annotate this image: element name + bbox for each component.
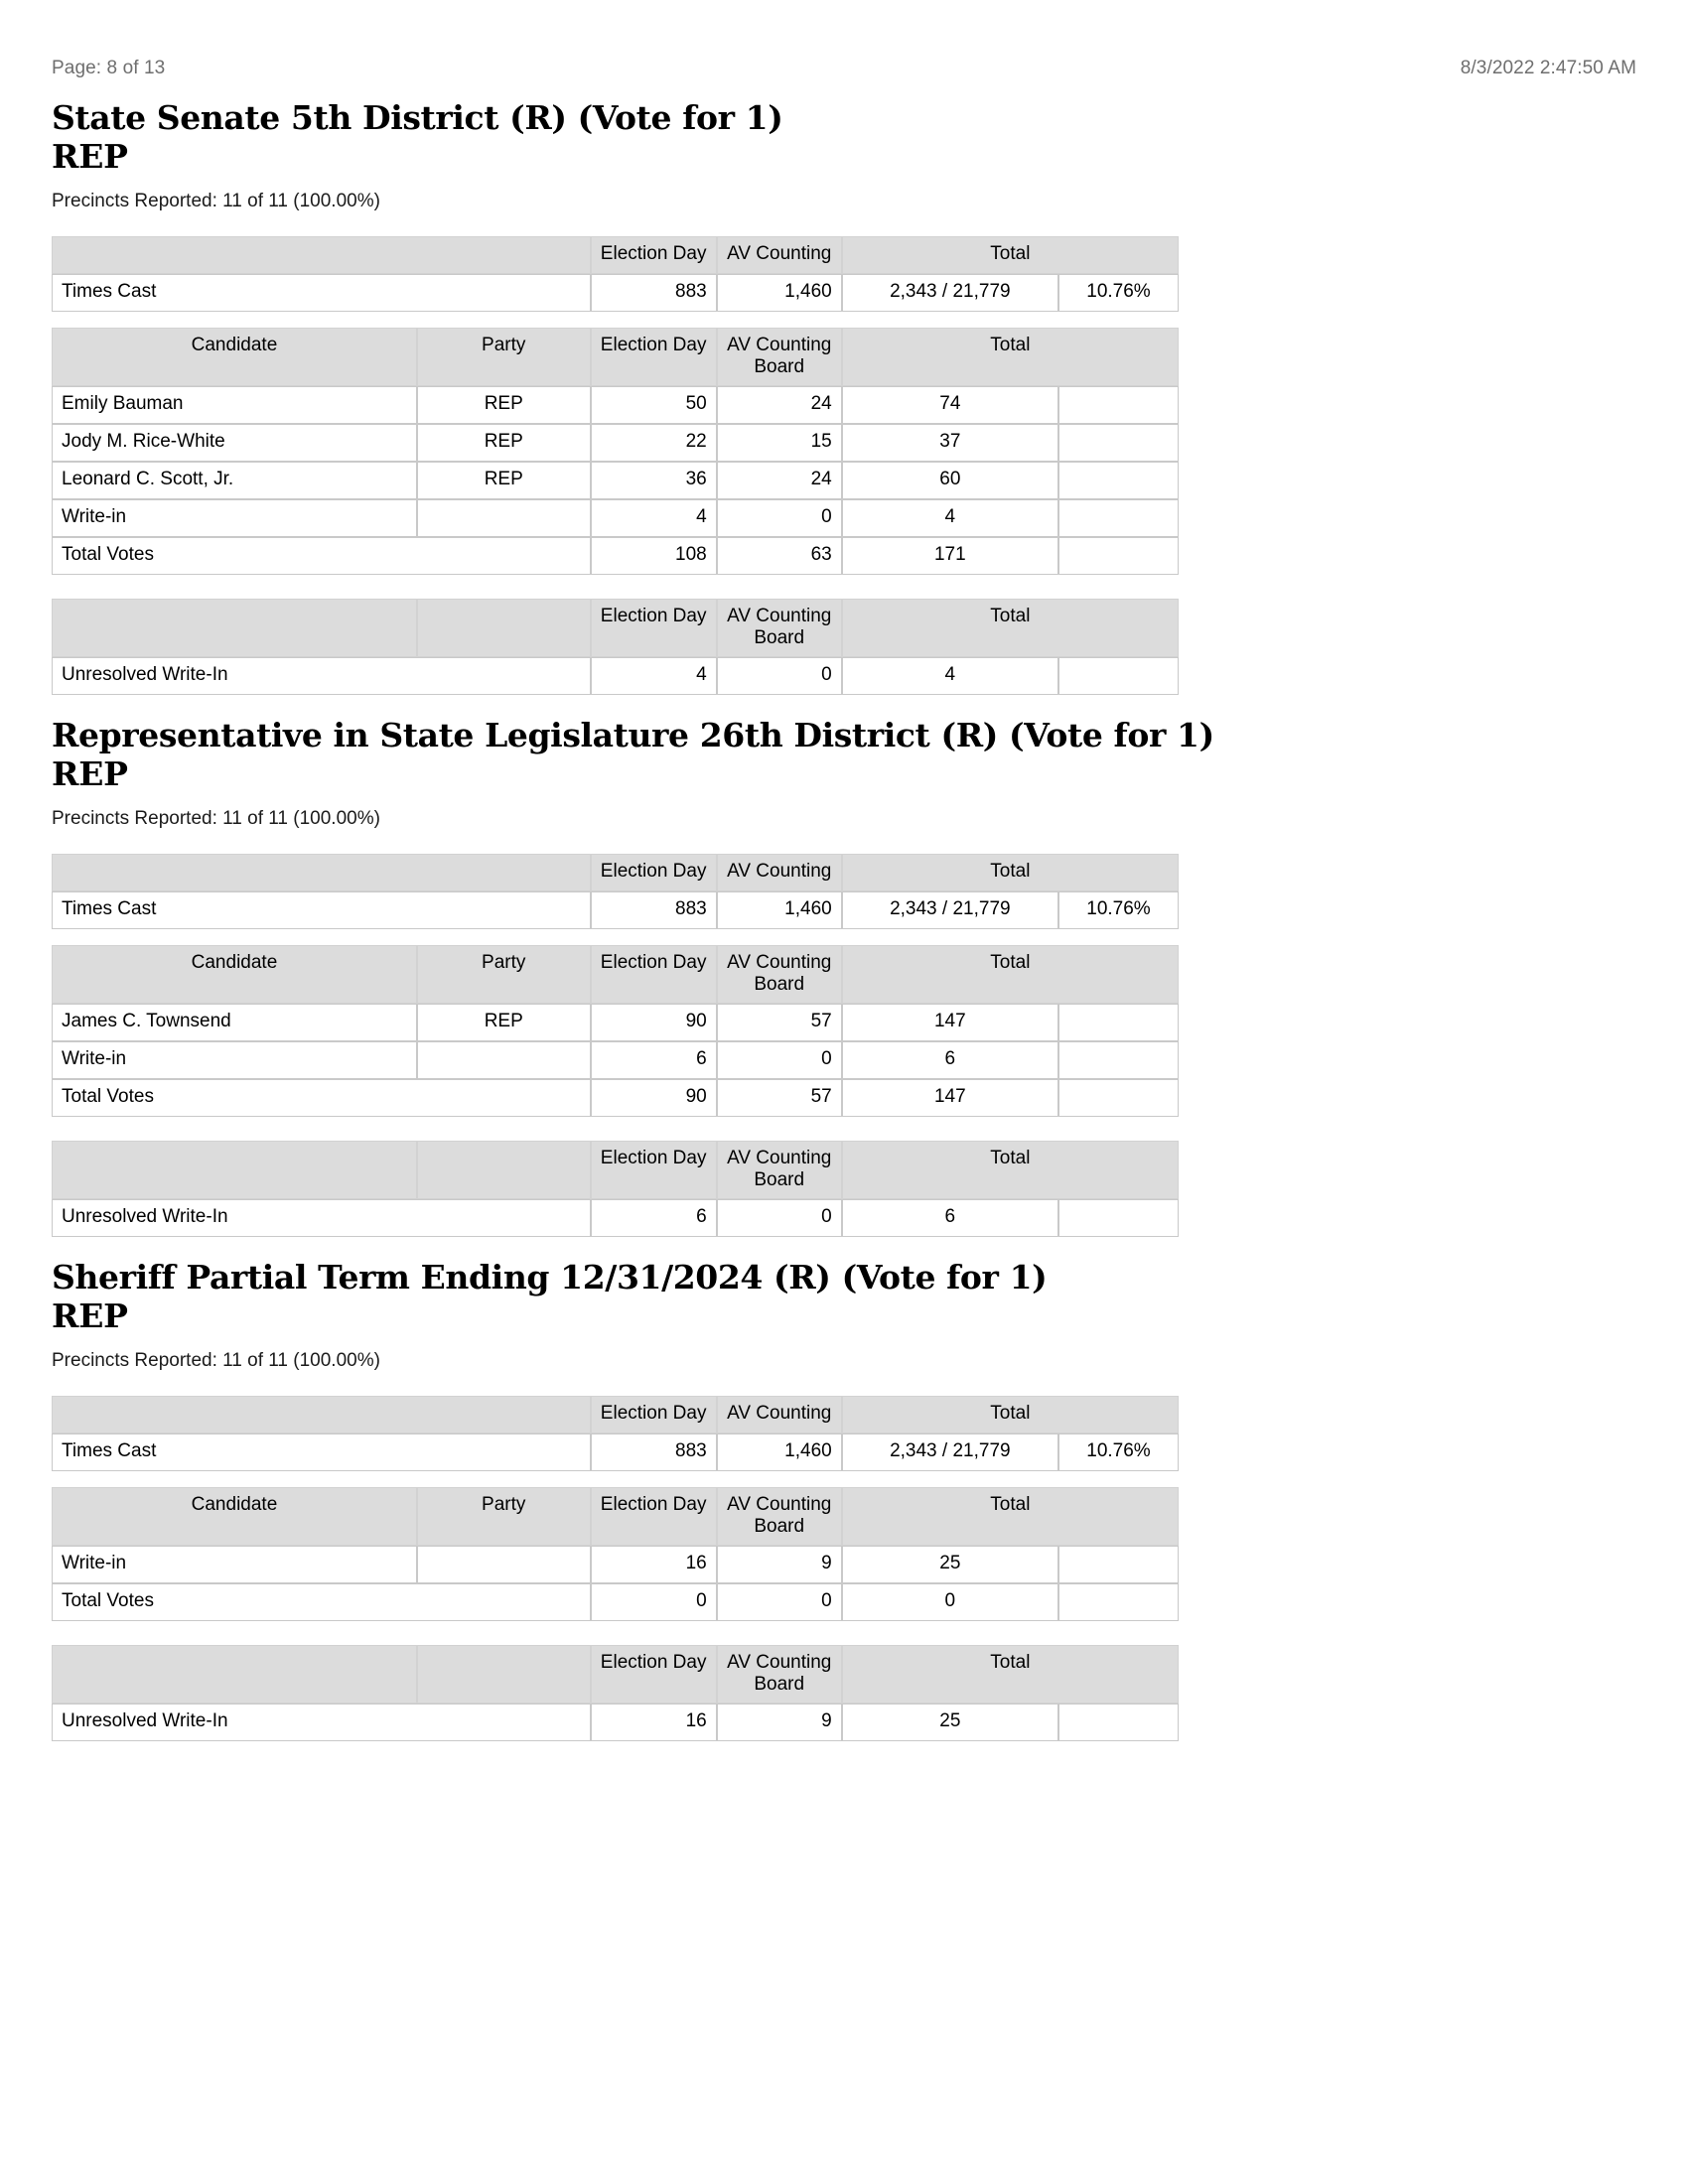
unresolved-total: 25 [842,1704,1058,1741]
candidate-total: 4 [842,499,1058,537]
candidate-av-counting: 24 [717,386,842,424]
candidate-percent [1058,499,1179,537]
candidate-av-counting: 15 [717,424,842,462]
candidate-percent [1058,1041,1179,1079]
candidate-name: Write-in [52,1546,417,1583]
table-row [52,1704,1179,1741]
spacer [52,1117,1233,1141]
header-av-counting: AV Counting [717,236,842,274]
page-running-header [52,58,1648,79]
precincts-reported: Precincts Reported: 11 of 11 (100.00%) [52,190,380,211]
spacer [52,212,1233,236]
times-cast-percent: 10.76% [1058,1433,1179,1471]
candidate-party: REP [417,1004,591,1041]
header-total: Total [842,1645,1179,1704]
header-election-day: Election Day [591,854,717,891]
header-election-day: Election Day [591,1487,717,1546]
candidate-total: 37 [842,424,1058,462]
header-av-counting-board: AV Counting Board [717,1487,842,1546]
header-election-day: Election Day [591,1396,717,1433]
candidate-election-day: 36 [591,462,717,499]
table-header-row [52,854,1179,891]
candidate-av-counting: 0 [717,499,842,537]
candidate-name: Write-in [52,499,417,537]
times-cast-av-counting: 1,460 [717,1433,842,1471]
header-blank [417,1141,591,1199]
table-row [52,537,1179,575]
table-header-row [52,599,1179,657]
header-election-day: Election Day [591,599,717,657]
header-candidate: Candidate [52,945,417,1004]
unresolved-av-counting: 0 [717,1199,842,1237]
table-header-row [52,236,1179,274]
table-row [52,274,1179,312]
unresolved-election-day: 4 [591,657,717,695]
header-election-day: Election Day [591,1645,717,1704]
header-av-counting-board: AV Counting Board [717,1645,842,1704]
total-votes-election-day: 0 [591,1583,717,1621]
spacer [52,1372,1233,1396]
page-number-label: Page: 8 of 13 [52,58,166,78]
header-total: Total [842,945,1179,1004]
candidate-results-table [52,328,1179,575]
times-cast-percent: 10.76% [1058,274,1179,312]
header-total: Total [842,1141,1179,1199]
contest-section [52,99,1233,695]
spacer [52,830,1233,854]
times-cast-election-day: 883 [591,274,717,312]
contest-party-line: REP [52,1296,128,1335]
total-votes-election-day: 90 [591,1079,717,1117]
candidate-name: Leonard C. Scott, Jr. [52,462,417,499]
unresolved-write-in-table [52,1645,1179,1741]
candidate-party: REP [417,462,591,499]
total-votes-percent [1058,537,1179,575]
candidate-name: Jody M. Rice-White [52,424,417,462]
header-total: Total [842,328,1179,386]
table-row [52,386,1179,424]
spacer [52,929,1233,945]
unresolved-total: 6 [842,1199,1058,1237]
candidate-name: Emily Bauman [52,386,417,424]
times-cast-label: Times Cast [52,1433,591,1471]
header-party: Party [417,328,591,386]
candidate-total: 6 [842,1041,1058,1079]
total-votes-av-counting: 63 [717,537,842,575]
table-header-row [52,1396,1179,1433]
header-total: Total [842,599,1179,657]
table-row [52,1004,1179,1041]
header-blank [52,854,591,891]
total-votes-label: Total Votes [52,537,591,575]
header-total: Total [842,236,1179,274]
candidate-election-day: 4 [591,499,717,537]
candidate-percent [1058,462,1179,499]
candidate-election-day: 16 [591,1546,717,1583]
candidate-total: 74 [842,386,1058,424]
header-blank [52,599,417,657]
table-row [52,1433,1179,1471]
unresolved-percent [1058,1199,1179,1237]
total-votes-election-day: 108 [591,537,717,575]
header-blank [417,1645,591,1704]
candidate-election-day: 6 [591,1041,717,1079]
unresolved-election-day: 6 [591,1199,717,1237]
table-row [52,1079,1179,1117]
contest-party-line: REP [52,136,128,176]
total-votes-total: 0 [842,1583,1058,1621]
table-row [52,424,1179,462]
candidate-total: 25 [842,1546,1058,1583]
times-cast-percent: 10.76% [1058,891,1179,929]
table-row [52,1199,1179,1237]
table-row [52,1583,1179,1621]
unresolved-percent [1058,1704,1179,1741]
unresolved-write-in-table [52,599,1179,695]
header-blank [52,1141,417,1199]
candidate-name: James C. Townsend [52,1004,417,1041]
contest-party-line: REP [52,753,128,793]
candidate-av-counting: 0 [717,1041,842,1079]
total-votes-av-counting: 57 [717,1079,842,1117]
table-header-row [52,945,1179,1004]
candidate-results-table [52,945,1179,1117]
table-row [52,657,1179,695]
unresolved-percent [1058,657,1179,695]
times-cast-election-day: 883 [591,1433,717,1471]
times-cast-table [52,236,1179,312]
header-election-day: Election Day [591,236,717,274]
candidate-results-table [52,1487,1179,1621]
unresolved-label: Unresolved Write-In [52,1704,591,1741]
header-total: Total [842,854,1179,891]
times-cast-label: Times Cast [52,891,591,929]
times-cast-av-counting: 1,460 [717,274,842,312]
report-timestamp: 8/3/2022 2:47:50 AM [1460,58,1636,78]
header-blank [417,599,591,657]
spacer [52,1471,1233,1487]
candidate-percent [1058,1004,1179,1041]
candidate-percent [1058,424,1179,462]
table-row [52,462,1179,499]
header-election-day: Election Day [591,1141,717,1199]
header-party: Party [417,1487,591,1546]
times-cast-table [52,1396,1179,1471]
header-blank [52,236,591,274]
header-total: Total [842,1396,1179,1433]
candidate-party [417,1546,591,1583]
times-cast-label: Times Cast [52,274,591,312]
candidate-name: Write-in [52,1041,417,1079]
candidate-election-day: 22 [591,424,717,462]
header-av-counting-board: AV Counting Board [717,945,842,1004]
candidate-total: 147 [842,1004,1058,1041]
total-votes-av-counting: 0 [717,1583,842,1621]
spacer [52,575,1233,599]
contest-title: Representative in State Legislature 26th District (R) (Vote for 1) [52,715,1214,754]
table-header-row [52,1487,1179,1546]
unresolved-label: Unresolved Write-In [52,657,591,695]
precincts-reported: Precincts Reported: 11 of 11 (100.00%) [52,1349,380,1371]
header-av-counting-board: AV Counting Board [717,1141,842,1199]
header-av-counting: AV Counting [717,854,842,891]
times-cast-total: 2,343 / 21,779 [842,891,1058,929]
candidate-av-counting: 9 [717,1546,842,1583]
candidate-av-counting: 24 [717,462,842,499]
spacer [52,1237,1233,1259]
contest-title: Sheriff Partial Term Ending 12/31/2024 (R) (Vote for 1) [52,1257,1048,1297]
header-election-day: Election Day [591,328,717,386]
times-cast-election-day: 883 [591,891,717,929]
candidate-percent [1058,386,1179,424]
header-av-counting: AV Counting [717,1396,842,1433]
table-row [52,891,1179,929]
contest-title: State Senate 5th District (R) (Vote for 1) [52,98,783,137]
unresolved-label: Unresolved Write-In [52,1199,591,1237]
total-votes-label: Total Votes [52,1583,591,1621]
contest-section [52,717,1233,1237]
candidate-party [417,499,591,537]
candidate-election-day: 50 [591,386,717,424]
unresolved-total: 4 [842,657,1058,695]
times-cast-total: 2,343 / 21,779 [842,1433,1058,1471]
table-header-row [52,328,1179,386]
times-cast-total: 2,343 / 21,779 [842,274,1058,312]
table-row [52,1546,1179,1583]
table-row [52,1041,1179,1079]
unresolved-election-day: 16 [591,1704,717,1741]
header-blank [52,1645,417,1704]
candidate-party [417,1041,591,1079]
table-header-row [52,1645,1179,1704]
header-party: Party [417,945,591,1004]
candidate-percent [1058,1546,1179,1583]
header-candidate: Candidate [52,1487,417,1546]
candidate-total: 60 [842,462,1058,499]
unresolved-write-in-table [52,1141,1179,1237]
precincts-reported: Precincts Reported: 11 of 11 (100.00%) [52,807,380,829]
report-content [52,99,1233,1741]
unresolved-av-counting: 0 [717,657,842,695]
header-blank [52,1396,591,1433]
spacer [52,312,1233,328]
header-av-counting-board: AV Counting Board [717,328,842,386]
total-votes-percent [1058,1079,1179,1117]
header-total: Total [842,1487,1179,1546]
header-av-counting-board: AV Counting Board [717,599,842,657]
header-candidate: Candidate [52,328,417,386]
candidate-party: REP [417,424,591,462]
candidate-av-counting: 57 [717,1004,842,1041]
total-votes-percent [1058,1583,1179,1621]
table-row [52,499,1179,537]
table-header-row [52,1141,1179,1199]
contest-section [52,1259,1233,1741]
candidate-party: REP [417,386,591,424]
times-cast-table [52,854,1179,929]
spacer [52,1621,1233,1645]
times-cast-av-counting: 1,460 [717,891,842,929]
total-votes-total: 171 [842,537,1058,575]
header-election-day: Election Day [591,945,717,1004]
total-votes-total: 147 [842,1079,1058,1117]
total-votes-label: Total Votes [52,1079,591,1117]
candidate-election-day: 90 [591,1004,717,1041]
unresolved-av-counting: 9 [717,1704,842,1741]
spacer [52,695,1233,717]
